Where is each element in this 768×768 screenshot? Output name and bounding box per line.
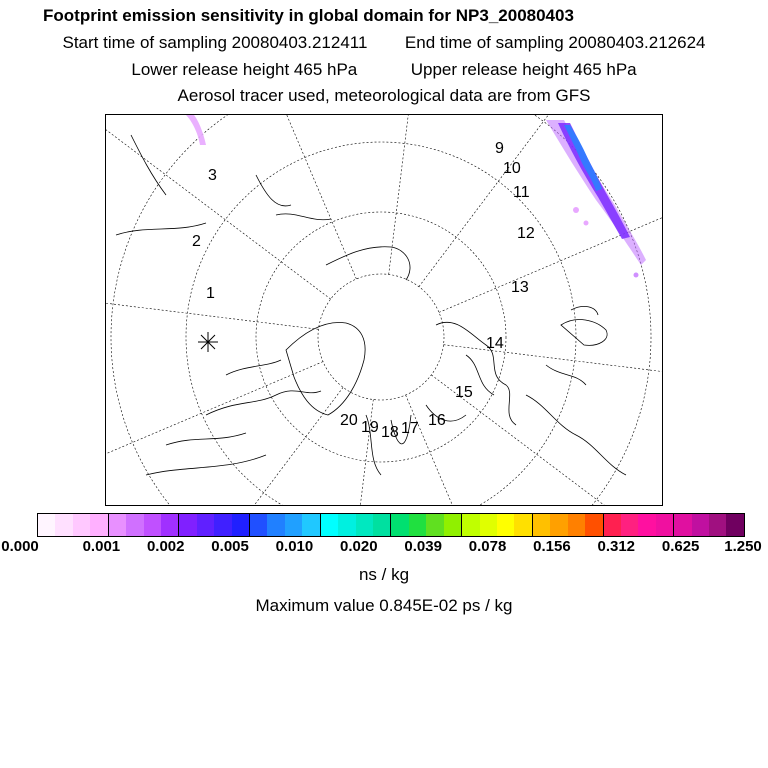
traj-label-12: 12: [517, 225, 535, 242]
color-scale-cell: [161, 514, 179, 536]
color-scale-cell: [373, 514, 391, 536]
tracer-info: Aerosol tracer used, meteorological data are from GFS: [177, 86, 591, 105]
color-scale-cell: [232, 514, 250, 536]
traj-label-11: 11: [513, 184, 530, 201]
color-scale-cell: [726, 514, 743, 536]
traj-label-19: 19: [361, 419, 379, 436]
meridian-line: [389, 115, 442, 274]
color-scale-cell: [90, 514, 108, 536]
map-canvas: [106, 115, 663, 506]
color-scale-tick-label: 0.078: [468, 538, 507, 555]
color-scale-cell: [674, 514, 691, 536]
color-scale-unit: ns / kg: [358, 565, 410, 584]
plume-speck-2: [584, 221, 589, 226]
color-scale-cell: [585, 514, 603, 536]
meridian-line: [444, 345, 663, 398]
color-scale-tick-label: 0.005: [211, 538, 249, 555]
color-scale-cell: [426, 514, 443, 536]
meridian-line: [106, 387, 343, 506]
north-america-coast: [116, 135, 291, 235]
meridian-line: [439, 142, 663, 313]
color-scale-cell: [568, 514, 585, 536]
color-scale-tick-label: 0.039: [404, 538, 442, 555]
traj-label-14: 14: [486, 335, 504, 352]
color-scale-cell: [321, 514, 338, 536]
color-scale-tick-label: 0.010: [275, 538, 314, 555]
trajectory-labels: [192, 140, 535, 441]
end-time: End time of sampling 20080403.212624: [404, 33, 706, 52]
start-time: Start time of sampling 20080403.212411: [62, 33, 368, 52]
color-scale-cell: [621, 514, 638, 536]
traj-label-1: 1: [206, 285, 215, 302]
traj-label-2: 2: [192, 233, 201, 250]
latitude-circle-80: [318, 274, 444, 400]
traj-label-20: 20: [340, 412, 358, 429]
traj-label-9: 9: [495, 140, 504, 157]
color-scale-cell: [462, 514, 479, 536]
siberia-coast: [436, 322, 516, 425]
color-scale-tick-label: 0.002: [146, 538, 185, 555]
color-scale-tick-label: 0.312: [597, 538, 636, 555]
color-scale-tick-label: 0.156: [533, 538, 571, 555]
color-scale-cell: [638, 514, 655, 536]
color-scale-tick-label: 0.001: [82, 538, 121, 555]
asia-east-coast: [526, 365, 626, 475]
upper-height: Upper release height 465 hPa: [410, 60, 637, 79]
release-heights: [0, 60, 768, 80]
color-scale-cell: [709, 514, 726, 536]
traj-label-16: 16: [428, 412, 446, 429]
meridian-line: [106, 115, 331, 299]
maximum-value: Maximum value 0.845E-02 ps / kg: [255, 596, 513, 615]
color-scale-cell: [391, 514, 408, 536]
traj-label-18: 18: [381, 424, 399, 441]
color-scale-cell: [38, 514, 55, 536]
plume-speck-1: [573, 207, 579, 213]
color-scale-cell: [514, 514, 532, 536]
color-scale-cell: [144, 514, 161, 536]
color-scale-cell: [55, 514, 72, 536]
color-scale-cell: [109, 514, 126, 536]
color-scale-cell: [444, 514, 462, 536]
color-scale-ticks: [0, 538, 768, 560]
lower-height: Lower release height 465 hPa: [131, 60, 358, 79]
color-scale-cell: [179, 514, 196, 536]
plume-west: [186, 115, 206, 145]
pacific-islands: [561, 306, 607, 345]
meridian-line: [106, 362, 323, 506]
traj-label-3: 3: [208, 167, 217, 184]
color-scale-cell: [497, 514, 514, 536]
color-scale-bar: [37, 513, 745, 537]
color-scale-cell: [409, 514, 426, 536]
latitude-circle-50: [111, 115, 651, 506]
sampling-times: [0, 33, 768, 53]
color-scale-cell: [302, 514, 320, 536]
release-marker: [198, 332, 218, 352]
color-scale-tick-label: 1.250: [724, 538, 762, 555]
traj-label-13: 13: [511, 279, 529, 296]
color-scale-cell: [285, 514, 302, 536]
map-title: Footprint emission sensitivity in global domain for NP3_20080403: [43, 6, 574, 25]
color-scale-cell: [250, 514, 267, 536]
color-scale-cell: [197, 514, 214, 536]
color-scale-cell: [480, 514, 497, 536]
color-scale-cell: [656, 514, 674, 536]
greenland-coast: [286, 322, 365, 415]
color-scale-cell: [533, 514, 550, 536]
traj-label-17: 17: [401, 420, 419, 437]
meridian-line: [419, 115, 663, 287]
color-scale-cell: [550, 514, 567, 536]
color-scale-cell: [214, 514, 231, 536]
color-scale-tick-label: 0.000: [1, 538, 39, 555]
meridian-line: [186, 115, 357, 279]
color-scale-cell: [356, 514, 373, 536]
color-scale-cell: [604, 514, 621, 536]
traj-label-15: 15: [455, 384, 473, 401]
color-scale-cell: [73, 514, 90, 536]
traj-label-10: 10: [503, 160, 521, 177]
color-scale-tick-label: 0.625: [661, 538, 700, 555]
alaska-coast: [276, 214, 410, 280]
polar-map: [105, 114, 663, 506]
color-scale-cell: [692, 514, 709, 536]
color-scale-cell: [338, 514, 355, 536]
plume-speck-3: [634, 273, 639, 278]
emission-plume: [186, 115, 646, 278]
color-scale-tick-label: 0.020: [340, 538, 378, 555]
canada-arctic-coast: [146, 360, 321, 475]
color-scale-cell: [126, 514, 143, 536]
color-scale-cell: [267, 514, 284, 536]
